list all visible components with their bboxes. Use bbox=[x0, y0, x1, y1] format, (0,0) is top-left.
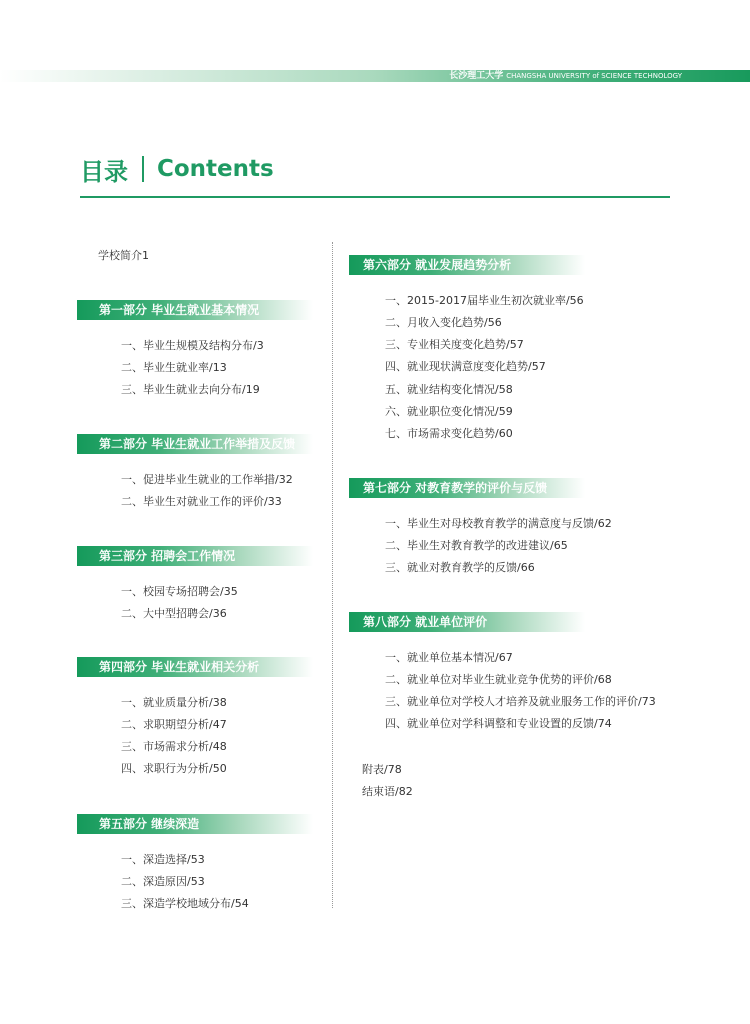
title-rule bbox=[80, 196, 670, 198]
section-header-2[interactable] bbox=[77, 434, 313, 454]
section-title: 第七部分 对教育教学的评价与反馈 bbox=[363, 481, 548, 495]
toc-item[interactable]: 三、深造学校地域分布/54 bbox=[121, 897, 249, 910]
toc-item[interactable]: 七、市场需求变化趋势/60 bbox=[385, 427, 513, 440]
epilogue-link[interactable]: 结束语/82 bbox=[362, 785, 413, 798]
section-header-4[interactable] bbox=[77, 657, 313, 677]
university-name-cn: 长沙理工大学 bbox=[449, 71, 504, 81]
toc-item[interactable]: 三、就业单位对学校人才培养及就业服务工作的评价/73 bbox=[385, 695, 656, 708]
toc-item[interactable]: 一、2015-2017届毕业生初次就业率/56 bbox=[385, 294, 584, 307]
section-header-7[interactable] bbox=[349, 478, 585, 498]
section-header-6[interactable] bbox=[349, 255, 585, 275]
toc-intro-link[interactable]: 学校简介1 bbox=[98, 249, 149, 262]
page-title bbox=[80, 152, 274, 186]
toc-item[interactable]: 三、市场需求分析/48 bbox=[121, 740, 227, 753]
toc-item[interactable]: 一、促进毕业生就业的工作举措/32 bbox=[121, 473, 293, 486]
toc-item[interactable]: 一、就业质量分析/38 bbox=[121, 696, 227, 709]
toc-item[interactable]: 一、毕业生规模及结构分布/3 bbox=[121, 339, 264, 352]
section-header-5[interactable] bbox=[77, 814, 313, 834]
title-cn: 目录 bbox=[80, 157, 128, 186]
section-title: 第四部分 毕业生就业相关分析 bbox=[99, 660, 260, 674]
section-title: 第二部分 毕业生就业工作举措及反馈 bbox=[99, 437, 296, 451]
toc-item[interactable]: 六、就业职位变化情况/59 bbox=[385, 405, 513, 418]
toc-item[interactable]: 五、就业结构变化情况/58 bbox=[385, 383, 513, 396]
toc-item[interactable]: 二、大中型招聘会/36 bbox=[121, 607, 227, 620]
university-banner bbox=[449, 70, 682, 82]
university-name-en: CHANGSHA UNIVERSITY of SCIENCE TECHNOLOGY bbox=[506, 72, 682, 80]
toc-item[interactable]: 一、深造选择/53 bbox=[121, 853, 205, 866]
column-divider bbox=[332, 242, 333, 908]
toc-item[interactable]: 四、就业单位对学科调整和专业设置的反馈/74 bbox=[385, 717, 612, 730]
section-title: 第八部分 就业单位评价 bbox=[363, 615, 488, 629]
toc-item[interactable]: 四、求职行为分析/50 bbox=[121, 762, 227, 775]
section-title: 第三部分 招聘会工作情况 bbox=[99, 549, 236, 563]
title-en: Contents bbox=[157, 156, 274, 182]
toc-item[interactable]: 二、月收入变化趋势/56 bbox=[385, 316, 502, 329]
appendix-link[interactable]: 附表/78 bbox=[362, 763, 402, 776]
section-header-3[interactable] bbox=[77, 546, 313, 566]
toc-item[interactable]: 二、求职期望分析/47 bbox=[121, 718, 227, 731]
title-separator bbox=[142, 156, 144, 182]
toc-item[interactable]: 一、就业单位基本情况/67 bbox=[385, 651, 513, 664]
toc-item[interactable]: 二、就业单位对毕业生就业竞争优势的评价/68 bbox=[385, 673, 612, 686]
toc-item[interactable]: 二、深造原因/53 bbox=[121, 875, 205, 888]
toc-item[interactable]: 二、毕业生对教育教学的改进建议/65 bbox=[385, 539, 568, 552]
toc-item[interactable]: 一、毕业生对母校教育教学的满意度与反馈/62 bbox=[385, 517, 612, 530]
toc-item[interactable]: 四、就业现状满意度变化趋势/57 bbox=[385, 360, 546, 373]
toc-item[interactable]: 三、就业对教育教学的反馈/66 bbox=[385, 561, 535, 574]
toc-item[interactable]: 二、毕业生就业率/13 bbox=[121, 361, 227, 374]
toc-item[interactable]: 三、毕业生就业去向分布/19 bbox=[121, 383, 260, 396]
toc-item[interactable]: 一、校园专场招聘会/35 bbox=[121, 585, 238, 598]
section-title: 第一部分 毕业生就业基本情况 bbox=[99, 303, 260, 317]
section-title: 第六部分 就业发展趋势分析 bbox=[363, 258, 512, 272]
toc-item[interactable]: 二、毕业生对就业工作的评价/33 bbox=[121, 495, 282, 508]
section-header-8[interactable] bbox=[349, 612, 585, 632]
section-header-1[interactable] bbox=[77, 300, 313, 320]
section-title: 第五部分 继续深造 bbox=[99, 817, 200, 831]
toc-item[interactable]: 三、专业相关度变化趋势/57 bbox=[385, 338, 524, 351]
